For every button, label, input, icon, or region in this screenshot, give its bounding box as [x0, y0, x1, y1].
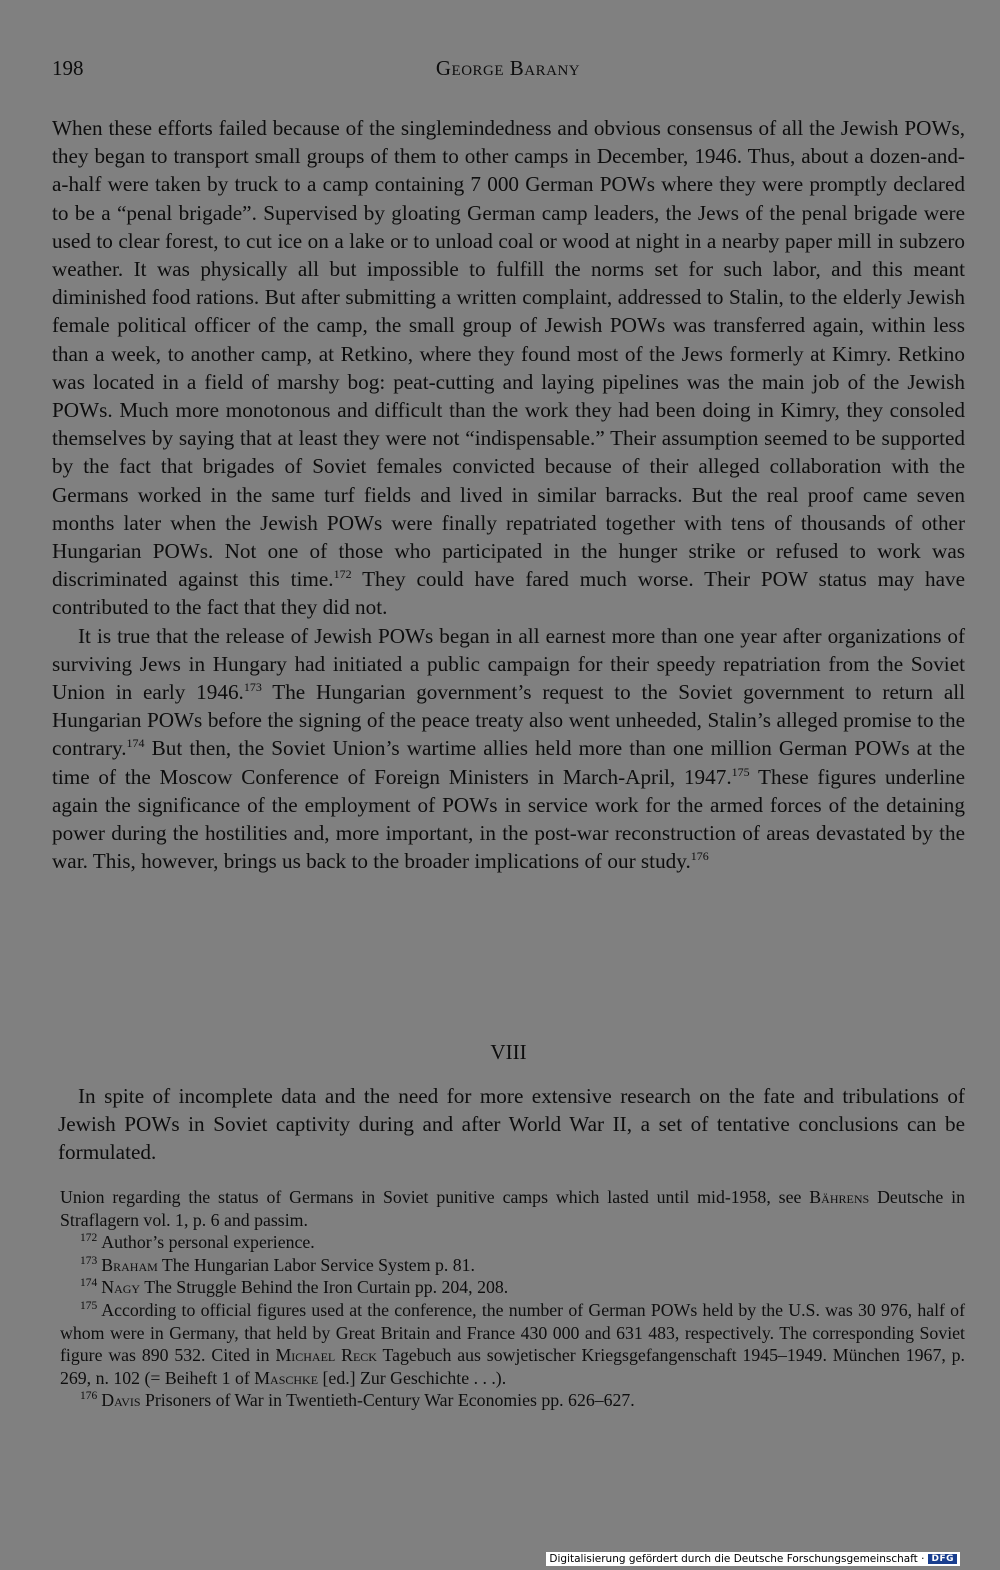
body-text [52, 114, 965, 875]
footnote-174: $^{174}$ Nagy The Struggle Behind the Iron Curtain pp. 204, 208. [80, 1277, 509, 1298]
footnote-continuation: Union regarding the status of Germans in Soviet punitive camps which lasted until mid-1958, see Bährens Deutsche in Straflagern vol. 1, p. 6 and passim. [60, 1187, 965, 1230]
footnote-ref-176: 176 [690, 849, 709, 864]
footnote-173: $^{173}$ Braham The Hungarian Labor Service System p. 81. [80, 1254, 475, 1275]
footnote-ref-174: 174 [126, 736, 145, 751]
page-number: 198 [52, 56, 84, 80]
paragraph-1: When these efforts failed because of the singlemindedness and obvious consensus of all the Jewish POWs, they began to transport small groups of them to other camps in December, 1946. Thus, about a dozen-and-a-half were taken by truck to a camp containing 7 000 German POWs where they were promptly declared to be a “penal brigade”. Supervised by gloating German camp leaders, the Jews of the penal brigade were used to clear forest, to cut ice on a lake or to unload coal or wood at night in a nearby paper mill in subzero weather. It was physically all but impossible to fulfill the norms set for such labor, and this meant diminished food rations. But after submitting a written complaint, addressed to Stalin, to the elderly Jewish female political officer of the camp, the small group of Jewish POWs was transferred again, within less than a week, to another camp, at Retkino, where they found most of the Jews formerly at Kimry. Retkino was located in a field of marshy bog: peat-cutting and laying pipelines was the main job of the Jewish POWs. Much more monotonous and difficult than the work they had been doing in Kimry, they consoled themselves by saying that at least they were not “indispensable.” Their assumption seemed to be supported by the fact that brigades of Soviet females convicted because of their alleged collaboration with the Germans worked in the same turf fields and lived in similar barracks. But the real proof came seven months later when the Jewish POWs were finally repatriated together with tens of thousands of other Hungarian POWs. Not one of those who participated in the hunger strike or refused to work was discriminated against this time.$^{172}$ They could have fared much worse. Their POW status may have contributed to the fact that they did not. [52, 116, 965, 620]
footnote-172: $^{172}$ Author’s personal experience. [80, 1232, 315, 1253]
paragraph-2: It is true that the release of Jewish POWs began in all earnest more than one year after organizations of surviving Jews in Hungary had initiated a public campaign for their speedy repatriation from the Soviet Union in early 1946.$^{173}$ The Hungarian government’s request to the Soviet government to return all Hungarian POWs before the signing of the peace treaty also went unheeded, Stalin’s alleged promise to the contrary.$^{174}$ But then, the Soviet Union’s wartime allies held more than one million German POWs at the time of the Moscow Conference of Foreign Ministers in March-April, 1947.$^{175}$ These figures underline again the significance of the employment of POWs in service work for the armed forces of the detaining power during the hostilities and, more important, in the post-war reconstruction of areas devastated by the war. This, however, brings us back to the broader implications of our study.$^{176}$ [52, 623, 966, 874]
footnote-ref-175: 175 [731, 764, 750, 779]
running-head: George Barany [435, 56, 581, 80]
footnote-ref-173: 173 [243, 680, 262, 694]
section-paragraph: In spite of incomplete data and the need for more extensive research on the fate and tribulations of Jewish POWs in Soviet captivity during and after World War II, a set of tentative conclusions can be formulated. [58, 1084, 965, 1165]
dfg-logo-icon: DFG [928, 1554, 957, 1564]
footnote-ref-172: 172 [333, 567, 352, 582]
page-header [52, 56, 964, 86]
section-heading: VIII [490, 1040, 527, 1064]
footnote-175: $^{175}$ According to official figures used at the conference, the number of German POWs held by the U.S. was 30 976, half of whom were in Germany, that held by Great Britain and France 430 000 and 631 483, respectively. The corresponding Soviet figure was 890 532. Cited in Michael Reck Tagebuch aus sowjetischer Kriegsgefangenschaft 1945–1949. München 1967, p. 269, n. 102 (= Beiheft 1 of Maschke [ed.] Zur Geschichte . . .). [60, 1299, 965, 1388]
footnote-176: $^{176}$ Davis Prisoners of War in Twentieth-Century War Economies pp. 626–627. [80, 1390, 635, 1411]
credit-text: Digitalisierung gefördert durch die Deutsche Forschungsgemeinschaft · [549, 1553, 925, 1565]
digitization-credit [546, 1552, 960, 1566]
footnotes [60, 1186, 965, 1412]
